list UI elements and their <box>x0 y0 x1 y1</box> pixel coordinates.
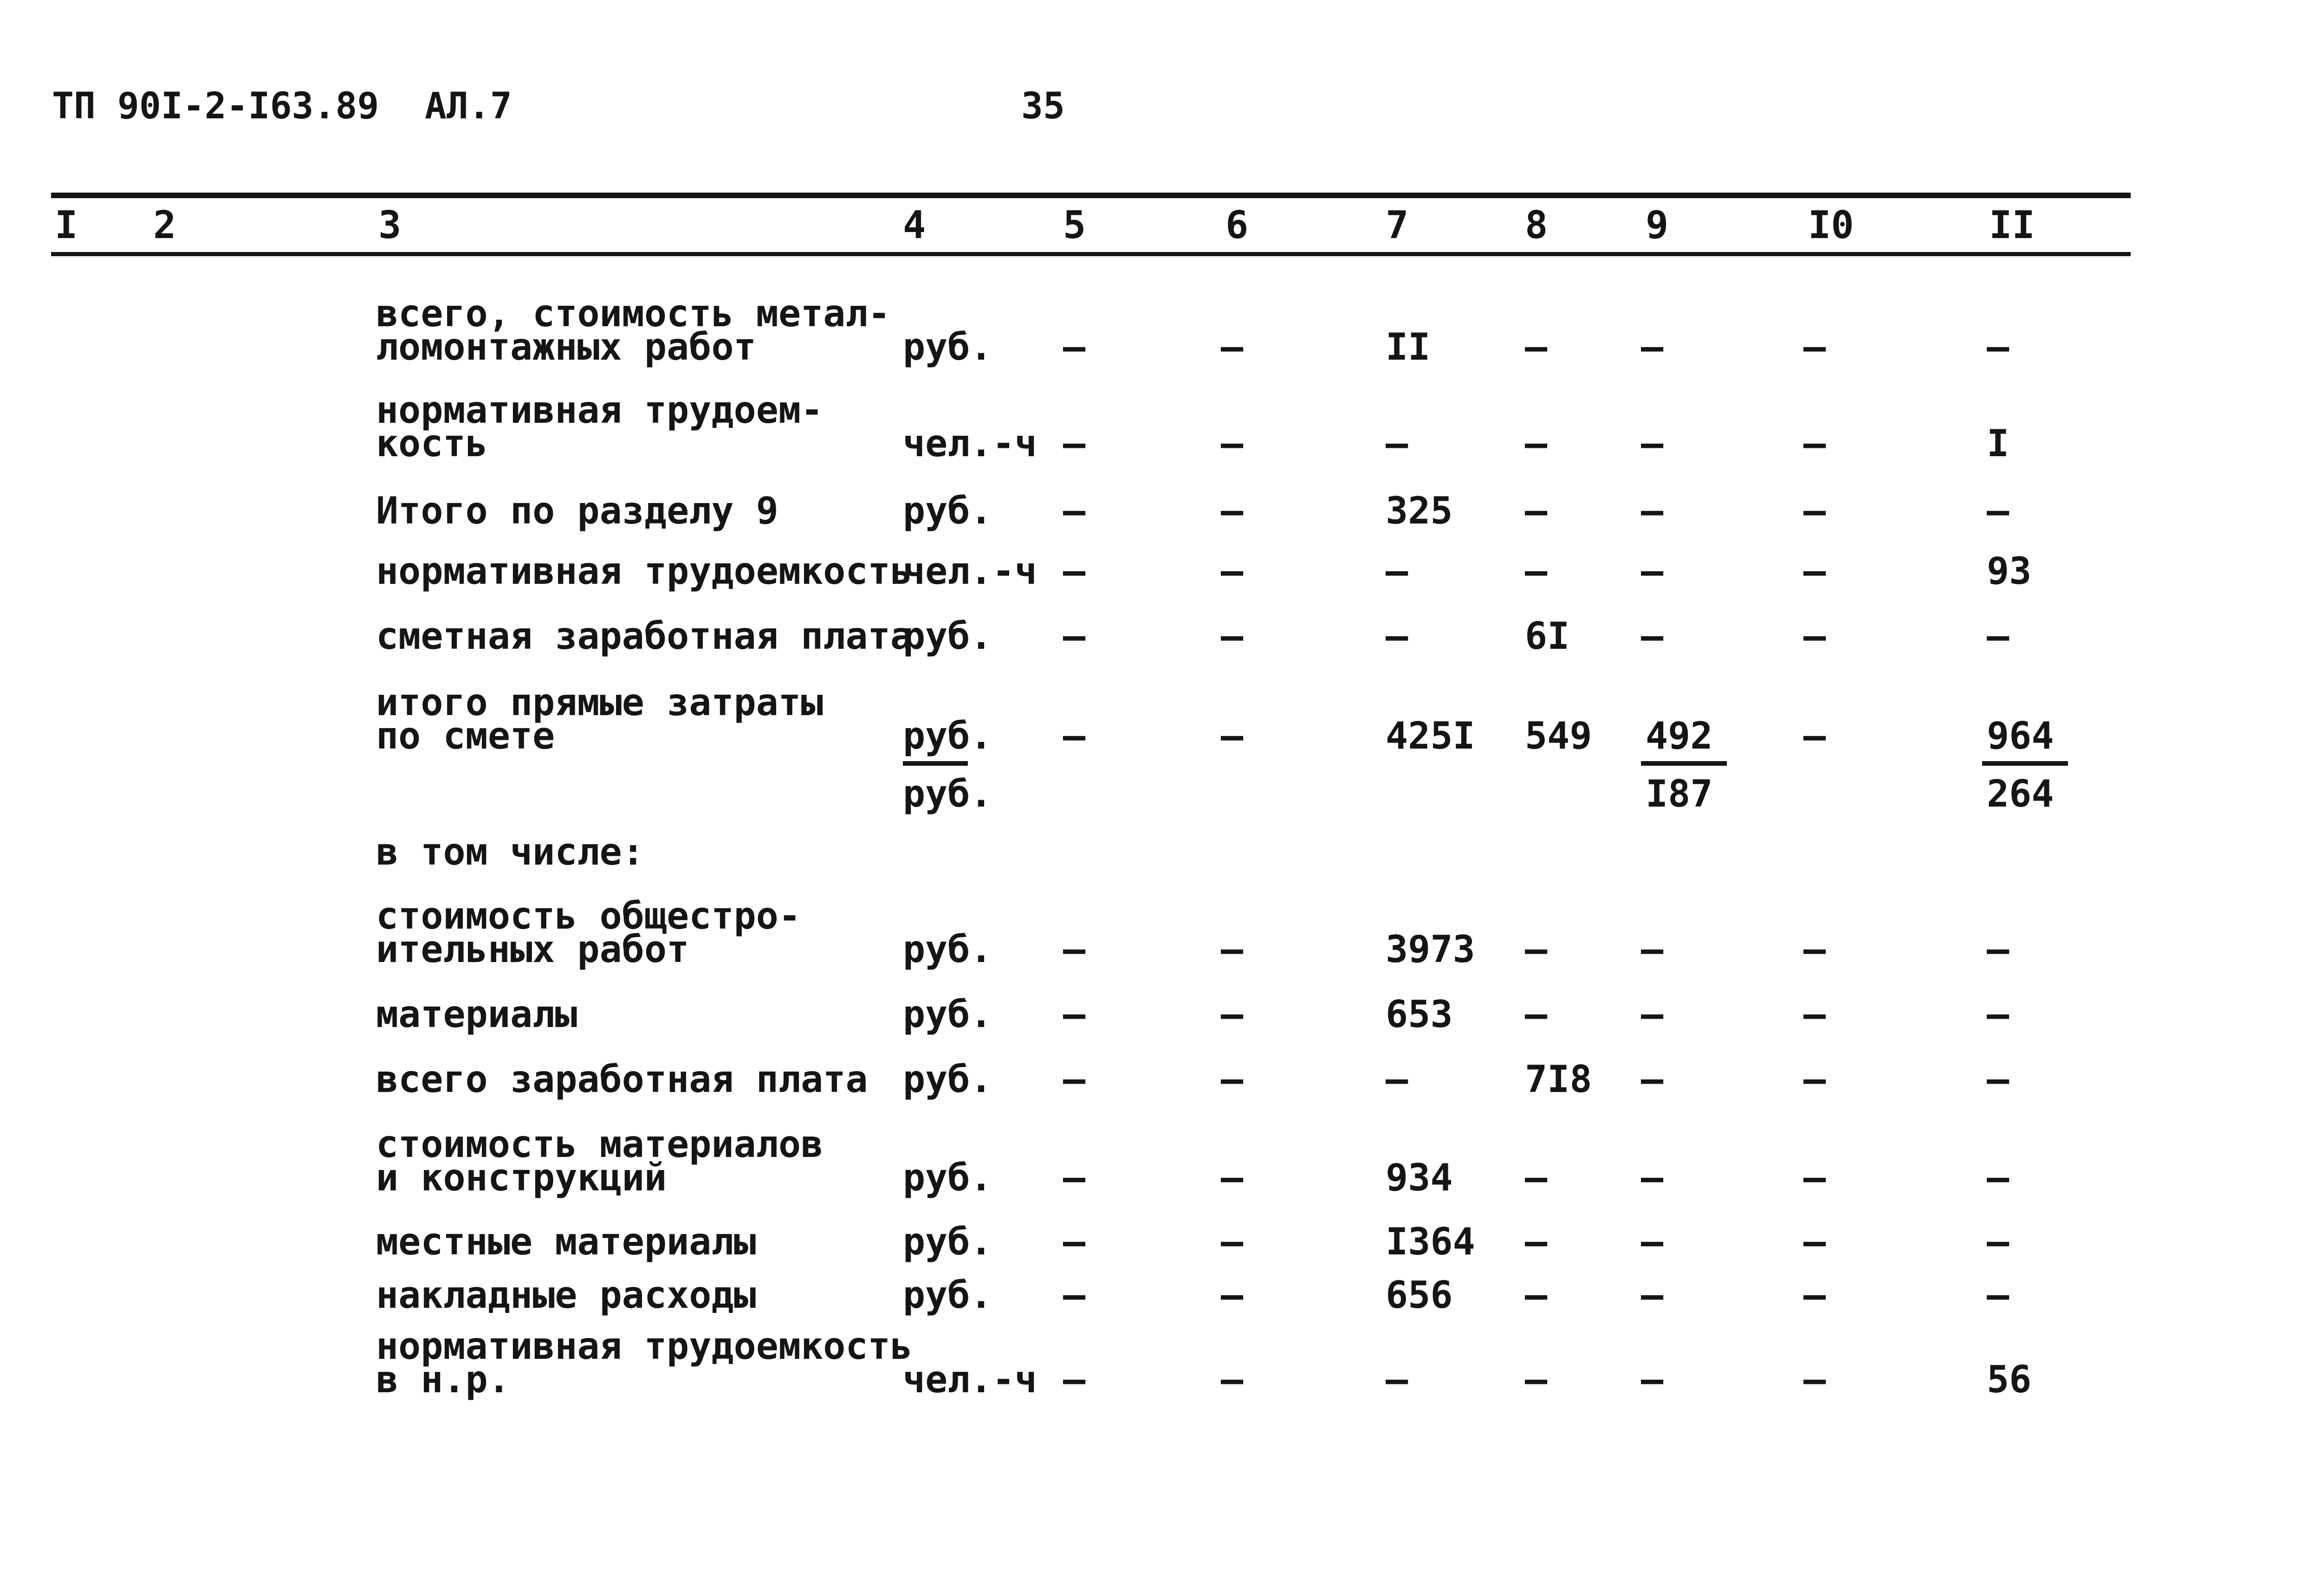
unit-cell: чел.-ч <box>903 1358 1037 1401</box>
col-5-cell: – <box>1063 1156 1086 1199</box>
page-number: 35 <box>1021 85 1065 127</box>
row-label-line: сметная заработная плата <box>376 614 913 658</box>
col-6-cell: – <box>1221 1273 1244 1317</box>
col-5-cell: – <box>1063 1220 1086 1263</box>
col-10-cell: – <box>1803 1156 1826 1199</box>
unit-cell: руб. <box>903 1220 992 1263</box>
unit-cell: руб. <box>903 1156 992 1199</box>
col-9-cell: – <box>1641 1273 1664 1317</box>
col-7-cell: 656 <box>1386 1273 1453 1317</box>
col-8-cell: – <box>1525 325 1548 368</box>
col-6-cell: – <box>1221 549 1244 593</box>
col-6-cell: – <box>1221 714 1244 757</box>
row-label-line: нормативная трудоем- <box>376 388 823 432</box>
row-label-line: нормативная трудоемкость <box>376 549 913 593</box>
row-label-line: Итого по разделу 9 <box>376 489 778 532</box>
row-label-line: кость <box>376 422 488 465</box>
col-8-cell: – <box>1525 993 1548 1036</box>
col-7-cell: – <box>1386 1358 1408 1401</box>
row-label-line: материалы <box>376 993 577 1036</box>
col-11-cell: – <box>1987 993 2010 1036</box>
col-9-cell: 492 <box>1646 714 1713 757</box>
col-8-cell: – <box>1525 549 1548 593</box>
col-1-number: I <box>55 203 78 247</box>
fraction-bar <box>903 761 968 766</box>
col-6-cell: – <box>1221 325 1244 368</box>
col-9-cell: – <box>1641 325 1664 368</box>
row-label-line: накладные расходы <box>376 1273 756 1317</box>
col-6-cell: – <box>1221 1156 1244 1199</box>
col-11-cell: – <box>1987 1058 2010 1101</box>
unit-cell: руб. <box>903 714 992 757</box>
col-5-cell: – <box>1063 325 1086 368</box>
col-5-cell: – <box>1063 993 1086 1036</box>
row-label-line: и конструкций <box>376 1156 667 1199</box>
col-10-number: I0 <box>1808 203 1854 247</box>
col-9-cell: – <box>1641 422 1664 465</box>
col-9-cell: – <box>1641 1220 1664 1263</box>
row-label-line: в том числе: <box>376 830 644 873</box>
col-7-cell: – <box>1386 549 1408 593</box>
col-9-cell: – <box>1641 1358 1664 1401</box>
col-8-cell: 7I8 <box>1525 1058 1592 1101</box>
unit-cell: чел.-ч <box>903 549 1037 593</box>
col-9-cell: – <box>1641 614 1664 658</box>
col-7-cell: 653 <box>1386 993 1453 1036</box>
col-8-cell: 6I <box>1525 614 1570 658</box>
col-10-cell: – <box>1803 928 1826 971</box>
row-label-line: всего заработная плата <box>376 1058 868 1101</box>
col-10-cell: – <box>1803 549 1826 593</box>
col-5-cell: – <box>1063 489 1086 532</box>
col-5-cell: – <box>1063 1058 1086 1101</box>
col-10-cell: – <box>1803 325 1826 368</box>
unit-cell: чел.-ч <box>903 422 1037 465</box>
col-7-cell: – <box>1386 1058 1408 1101</box>
col-10-cell: – <box>1803 714 1826 757</box>
unit-cell: руб. <box>903 489 992 532</box>
col-5-number: 5 <box>1063 203 1086 247</box>
col-8-cell: 549 <box>1525 714 1592 757</box>
col-9-cell: – <box>1641 1156 1664 1199</box>
document-code: ТП 90I-2-I63.89 <box>52 85 379 127</box>
col-5-cell: – <box>1063 1358 1086 1401</box>
col-7-cell: 934 <box>1386 1156 1453 1199</box>
unit-cell: руб. <box>903 993 992 1036</box>
col-9-cell: – <box>1641 928 1664 971</box>
col-11-cell: – <box>1987 928 2010 971</box>
col-3-number: 3 <box>378 203 402 247</box>
col-5-cell: – <box>1063 928 1086 971</box>
unit-cell: руб. <box>903 1273 992 1317</box>
col-6-cell: – <box>1221 614 1244 658</box>
col-11-cell: – <box>1987 1220 2010 1263</box>
col-11-number: II <box>1989 203 2035 247</box>
col-11-cell: 964 <box>1987 714 2054 757</box>
col-9-cell: – <box>1641 993 1664 1036</box>
row-label-line: по смете <box>376 714 555 757</box>
col-11-denominator-cell: 264 <box>1987 772 2054 815</box>
row-label-line: нормативная трудоемкость <box>376 1325 913 1368</box>
col-11-cell: 93 <box>1987 549 2032 593</box>
col-7-cell: I364 <box>1386 1220 1475 1263</box>
col-6-cell: – <box>1221 993 1244 1036</box>
col-11-cell: – <box>1987 614 2010 658</box>
unit-cell: руб. <box>903 325 992 368</box>
col-11-cell: 56 <box>1987 1358 2032 1401</box>
unit-denominator-cell: руб. <box>903 772 992 815</box>
col-10-cell: – <box>1803 1273 1826 1317</box>
fraction-bar <box>1641 761 1727 766</box>
col-6-cell: – <box>1221 1358 1244 1401</box>
col-5-cell: – <box>1063 1273 1086 1317</box>
col-11-cell: – <box>1987 325 2010 368</box>
col-10-cell: – <box>1803 489 1826 532</box>
col-7-cell: 425I <box>1386 714 1475 757</box>
col-11-cell: – <box>1987 489 2010 532</box>
row-label-line: итого прямые затраты <box>376 681 823 724</box>
row-label-line: ломонтажных работ <box>376 325 756 368</box>
col-10-cell: – <box>1803 993 1826 1036</box>
col-8-cell: – <box>1525 1220 1548 1263</box>
col-6-cell: – <box>1221 422 1244 465</box>
col-8-cell: – <box>1525 422 1548 465</box>
album-number: АЛ.7 <box>425 85 512 127</box>
col-4-number: 4 <box>903 203 926 247</box>
col-10-cell: – <box>1803 1220 1826 1263</box>
col-8-cell: – <box>1525 489 1548 532</box>
col-6-cell: – <box>1221 489 1244 532</box>
col-6-cell: – <box>1221 1220 1244 1263</box>
col-10-cell: – <box>1803 422 1826 465</box>
col-6-cell: – <box>1221 1058 1244 1101</box>
col-8-cell: – <box>1525 1273 1548 1317</box>
col-11-cell: – <box>1987 1273 2010 1317</box>
col-5-cell: – <box>1063 714 1086 757</box>
fraction-bar <box>1982 761 2068 766</box>
col-8-cell: – <box>1525 1358 1548 1401</box>
row-label-line: стоимость общестро- <box>376 894 801 937</box>
col-5-cell: – <box>1063 549 1086 593</box>
unit-cell: руб. <box>903 1058 992 1101</box>
col-10-cell: – <box>1803 1358 1826 1401</box>
col-5-cell: – <box>1063 614 1086 658</box>
col-9-cell: – <box>1641 489 1664 532</box>
col-7-cell: – <box>1386 614 1408 658</box>
col-7-cell: 3973 <box>1386 928 1475 971</box>
unit-cell: руб. <box>903 614 992 658</box>
col-7-cell: 325 <box>1386 489 1453 532</box>
row-label-line: ительных работ <box>376 928 689 971</box>
row-label-line: всего, стоимость метал- <box>376 292 890 335</box>
unit-cell: руб. <box>903 928 992 971</box>
col-7-cell: II <box>1386 325 1431 368</box>
col-8-number: 8 <box>1525 203 1548 247</box>
col-9-cell: – <box>1641 1058 1664 1101</box>
col-10-cell: – <box>1803 614 1826 658</box>
col-9-number: 9 <box>1646 203 1669 247</box>
col-2-number: 2 <box>153 203 176 247</box>
col-11-cell: – <box>1987 1156 2010 1199</box>
table-top-rule <box>51 193 2131 198</box>
col-9-cell: – <box>1641 549 1664 593</box>
row-label-line: стоимость материалов <box>376 1123 823 1166</box>
col-8-cell: – <box>1525 1156 1548 1199</box>
col-10-cell: – <box>1803 1058 1826 1101</box>
col-8-cell: – <box>1525 928 1548 971</box>
col-6-number: 6 <box>1225 203 1249 247</box>
col-5-cell: – <box>1063 422 1086 465</box>
col-7-cell: – <box>1386 422 1408 465</box>
col-7-number: 7 <box>1386 203 1409 247</box>
col-11-cell: I <box>1987 422 2010 465</box>
table-header-rule <box>51 252 2131 256</box>
col-9-denominator-cell: I87 <box>1646 772 1713 815</box>
col-6-cell: – <box>1221 928 1244 971</box>
row-label-line: местные материалы <box>376 1220 756 1263</box>
row-label-line: в н.р. <box>376 1358 510 1401</box>
